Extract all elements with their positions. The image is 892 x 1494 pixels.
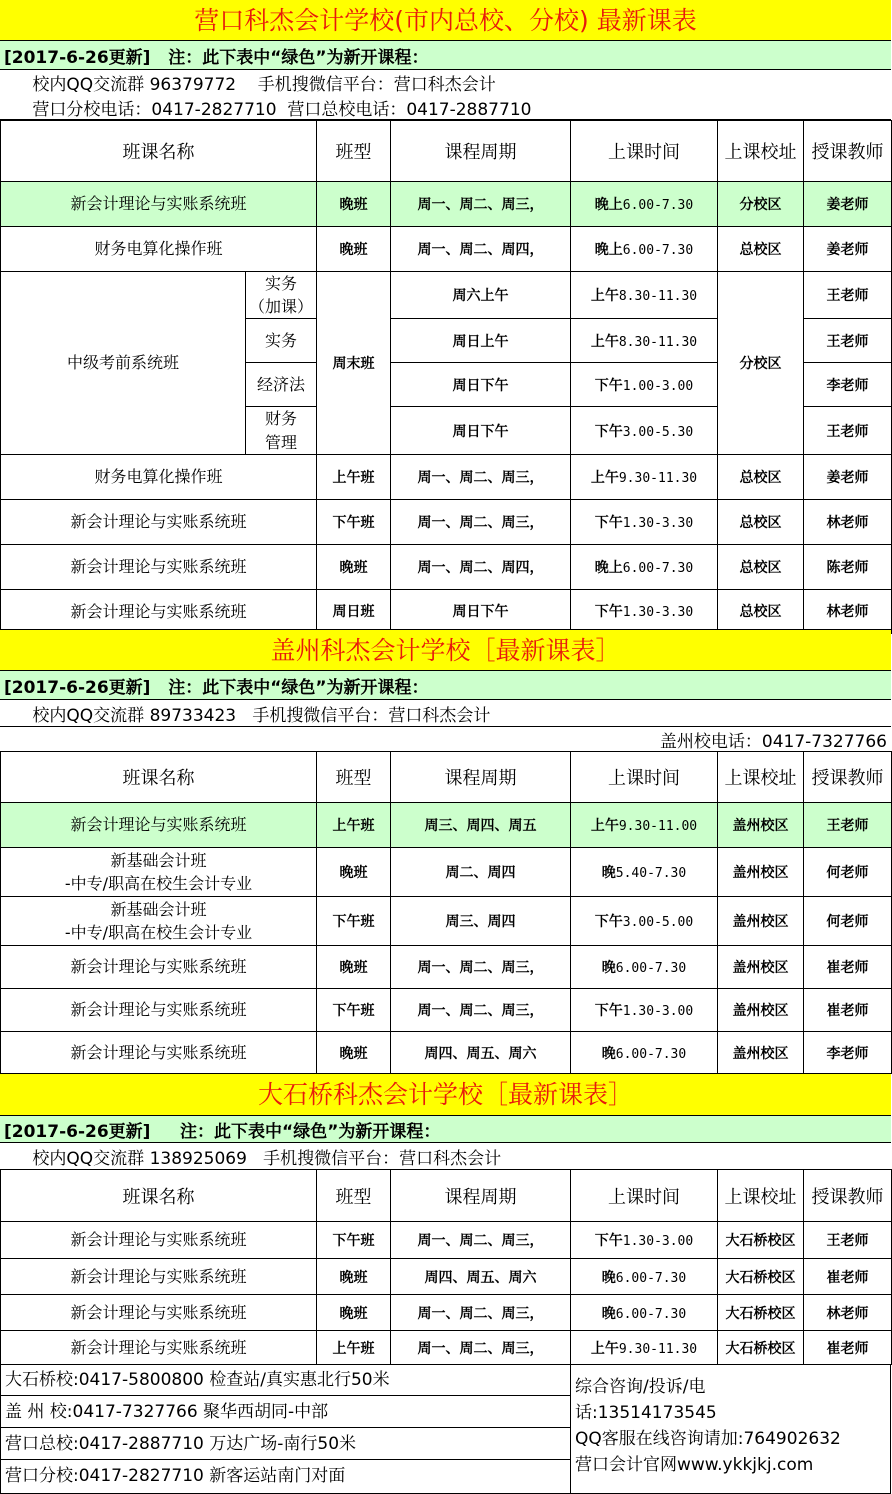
contact-line: QQ客服在线咨询请加:764902632	[575, 1429, 841, 1449]
class-campus: 盖州校区	[718, 803, 804, 848]
class-campus: 总校区	[718, 454, 804, 499]
class-teacher: 崔老师	[804, 1259, 892, 1295]
section-title: 大石桥科杰会计学校［最新课表］	[0, 1073, 891, 1116]
header-name: 班课名称	[1, 752, 317, 803]
table-row	[1, 803, 892, 848]
class-name: 新基础会计班 -中专/职高在校生会计专业	[1, 897, 317, 946]
table-row	[1, 897, 892, 946]
header-name: 班课名称	[1, 121, 317, 182]
header-type: 班型	[317, 752, 391, 803]
info-line: 营口分校电话：0417-2827710 营口总校电话：0417-2887710	[0, 95, 891, 120]
class-campus: 总校区	[718, 499, 804, 544]
table-header-row	[1, 121, 892, 182]
update-note: [2017-6-26更新] 注：此下表中“绿色”为新开课程：	[0, 1116, 891, 1143]
class-type: 周日班	[317, 589, 391, 633]
table-row	[1, 1222, 892, 1259]
class-subject: 财务 管理	[246, 407, 317, 454]
class-cycle: 周一、周二、周三，	[391, 499, 571, 544]
class-teacher: 林老师	[804, 1295, 892, 1331]
class-name: 中级考前系统班	[1, 272, 246, 455]
header-campus: 上课校址	[718, 752, 804, 803]
class-type: 周末班	[317, 272, 391, 455]
schedule-table-yingkou	[0, 120, 892, 634]
address-line: 营口分校:0417-2827710 新客运站南门对面	[5, 1466, 346, 1486]
class-cycle: 周日下午	[391, 407, 571, 454]
class-cycle: 周一、周二、周三，	[391, 1295, 571, 1331]
class-time: 晚5.40-7.30	[571, 848, 718, 897]
class-type: 晚班	[317, 1295, 391, 1331]
class-teacher: 王老师	[804, 272, 892, 319]
class-teacher: 何老师	[804, 897, 892, 946]
class-subject: 实务	[246, 319, 317, 363]
footer-contact	[575, 1374, 887, 1478]
class-cycle: 周日下午	[391, 363, 571, 407]
class-name: 新会计理论与实账系统班	[1, 544, 317, 589]
class-campus: 大石桥校区	[718, 1331, 804, 1365]
contact-line: 营口会计官网www.ykkjkj.com	[575, 1455, 814, 1475]
class-name: 新会计理论与实账系统班	[1, 182, 317, 227]
class-type: 上午班	[317, 1331, 391, 1365]
header-cycle: 课程周期	[391, 752, 571, 803]
class-teacher: 林老师	[804, 589, 892, 633]
contact-line: 综合咨询/投诉/电	[575, 1377, 706, 1397]
header-cycle: 课程周期	[391, 1170, 571, 1222]
table-row	[1, 1295, 892, 1331]
class-cycle: 周一、周二、周三，	[391, 989, 571, 1032]
class-time: 晚上6.00-7.30	[571, 182, 718, 227]
class-time: 上午8.30-11.30	[571, 272, 718, 319]
class-cycle: 周一、周二、周四，	[391, 544, 571, 589]
info-line: 校内QQ交流群 138925069 手机搜微信平台：营口科杰会计	[0, 1148, 502, 1169]
class-name: 新会计理论与实账系统班	[1, 989, 317, 1032]
class-type: 晚班	[317, 544, 391, 589]
class-time: 晚6.00-7.30	[571, 1295, 718, 1331]
class-time: 下午3.00-5.30	[571, 407, 718, 454]
class-type: 下午班	[317, 1222, 391, 1259]
class-teacher: 崔老师	[804, 946, 892, 989]
class-time: 下午1.30-3.00	[571, 1222, 718, 1259]
class-type: 晚班	[317, 1032, 391, 1074]
class-cycle: 周一、周二、周三，	[391, 1331, 571, 1365]
header-teacher: 授课教师	[804, 121, 892, 182]
class-name: 新会计理论与实账系统班	[1, 1222, 317, 1259]
address-line: 大石桥校:0417-5800800 检查站/真实惠北行50米	[1, 1364, 570, 1396]
class-type: 晚班	[317, 848, 391, 897]
class-campus: 大石桥校区	[718, 1259, 804, 1295]
table-row	[1, 989, 892, 1032]
class-teacher: 李老师	[804, 1032, 892, 1074]
class-teacher: 王老师	[804, 407, 892, 454]
class-time: 晚6.00-7.30	[571, 1259, 718, 1295]
update-note: [2017-6-26更新] 注：此下表中“绿色”为新开课程：	[0, 41, 891, 70]
class-name: 新会计理论与实账系统班	[1, 803, 317, 848]
table-row	[1, 182, 892, 227]
class-teacher: 陈老师	[804, 544, 892, 589]
class-cycle: 周一、周二、周三，	[391, 946, 571, 989]
footer	[0, 1364, 891, 1494]
class-name: 新会计理论与实账系统班	[1, 589, 317, 633]
class-subject: 经济法	[246, 363, 317, 407]
address-line: 营口总校:0417-2887710 万达广场-南行50米	[1, 1428, 570, 1460]
table-row	[1, 544, 892, 589]
class-campus: 大石桥校区	[718, 1222, 804, 1259]
class-cycle: 周六上午	[391, 272, 571, 319]
section-title: 盖州科杰会计学校［最新课表］	[0, 629, 891, 671]
table-row	[1, 499, 892, 544]
contact-line: 话:13514173545	[575, 1403, 717, 1423]
class-cycle: 周一、周二、周四，	[391, 227, 571, 272]
class-teacher: 姜老师	[804, 454, 892, 499]
class-campus: 总校区	[718, 589, 804, 633]
table-row	[1, 272, 892, 319]
class-time: 上午8.30-11.30	[571, 319, 718, 363]
info-line: 校内QQ交流群 96379772 手机搜微信平台：营口科杰会计	[0, 75, 496, 95]
table-header-row	[1, 752, 892, 803]
header-time: 上课时间	[571, 752, 718, 803]
footer-addresses	[1, 1364, 571, 1493]
class-type: 下午班	[317, 989, 391, 1032]
header-teacher: 授课教师	[804, 752, 892, 803]
table-row	[1, 1032, 892, 1074]
class-time: 上午9.30-11.30	[571, 1331, 718, 1365]
header-time: 上课时间	[571, 1170, 718, 1222]
schedule-table-gaizhou	[0, 751, 892, 1074]
class-time: 晚上6.00-7.30	[571, 227, 718, 272]
class-time: 晚上6.00-7.30	[571, 544, 718, 589]
class-name: 新会计理论与实账系统班	[1, 499, 317, 544]
table-row	[1, 1331, 892, 1365]
class-campus: 盖州校区	[718, 848, 804, 897]
class-type: 上午班	[317, 454, 391, 499]
header-campus: 上课校址	[718, 121, 804, 182]
header-cycle: 课程周期	[391, 121, 571, 182]
class-cycle: 周日上午	[391, 319, 571, 363]
class-cycle: 周二、周四	[391, 848, 571, 897]
table-row	[1, 454, 892, 499]
section-title: 营口科杰会计学校(市内总校、分校) 最新课表	[0, 0, 891, 41]
class-teacher: 姜老师	[804, 182, 892, 227]
class-name: 新会计理论与实账系统班	[1, 1259, 317, 1295]
class-name: 财务电算化操作班	[1, 454, 317, 499]
table-row	[1, 227, 892, 272]
class-teacher: 崔老师	[804, 1331, 892, 1365]
update-note: [2017-6-26更新] 注：此下表中“绿色”为新开课程：	[0, 671, 891, 700]
table-row	[1, 589, 892, 633]
header-name: 班课名称	[1, 1170, 317, 1222]
class-cycle: 周四、周五、周六	[391, 1032, 571, 1074]
table-row	[1, 946, 892, 989]
class-cycle: 周日下午	[391, 589, 571, 633]
class-name: 新会计理论与实账系统班	[1, 1295, 317, 1331]
class-teacher: 何老师	[804, 848, 892, 897]
class-time: 晚6.00-7.30	[571, 1032, 718, 1074]
header-type: 班型	[317, 1170, 391, 1222]
header-type: 班型	[317, 121, 391, 182]
class-name: 新基础会计班 -中专/职高在校生会计专业	[1, 848, 317, 897]
class-type: 晚班	[317, 182, 391, 227]
class-time: 下午1.30-3.00	[571, 989, 718, 1032]
class-teacher: 王老师	[804, 319, 892, 363]
class-name: 新会计理论与实账系统班	[1, 1331, 317, 1365]
class-name: 财务电算化操作班	[1, 227, 317, 272]
class-cycle: 周三、周四	[391, 897, 571, 946]
class-campus: 分校区	[718, 272, 804, 455]
class-cycle: 周四、周五、周六	[391, 1259, 571, 1295]
info-line: 盖州校电话：0417-7327766	[0, 726, 891, 751]
class-type: 晚班	[317, 227, 391, 272]
class-teacher: 王老师	[804, 803, 892, 848]
table-header-row	[1, 1170, 892, 1222]
header-campus: 上课校址	[718, 1170, 804, 1222]
class-type: 上午班	[317, 803, 391, 848]
class-campus: 盖州校区	[718, 897, 804, 946]
info-line: 校内QQ交流群 89733423 手机搜微信平台：营口科杰会计	[0, 705, 491, 726]
class-teacher: 王老师	[804, 1222, 892, 1259]
class-cycle: 周三、周四、周五	[391, 803, 571, 848]
table-row	[1, 1259, 892, 1295]
class-time: 下午1.30-3.30	[571, 589, 718, 633]
schedule-table-dashiqiao	[0, 1169, 892, 1365]
class-time: 下午1.00-3.00	[571, 363, 718, 407]
class-campus: 大石桥校区	[718, 1295, 804, 1331]
class-time: 上午9.30-11.30	[571, 454, 718, 499]
header-teacher: 授课教师	[804, 1170, 892, 1222]
address-line: 盖 州 校:0417-7327766 聚华西胡同-中部	[1, 1396, 570, 1428]
class-type: 下午班	[317, 897, 391, 946]
class-campus: 盖州校区	[718, 946, 804, 989]
class-cycle: 周一、周二、周三，	[391, 182, 571, 227]
class-time: 晚6.00-7.30	[571, 946, 718, 989]
header-time: 上课时间	[571, 121, 718, 182]
class-cycle: 周一、周二、周三，	[391, 1222, 571, 1259]
class-type: 晚班	[317, 1259, 391, 1295]
class-campus: 盖州校区	[718, 1032, 804, 1074]
class-time: 下午1.30-3.30	[571, 499, 718, 544]
class-campus: 总校区	[718, 544, 804, 589]
class-campus: 分校区	[718, 182, 804, 227]
class-teacher: 姜老师	[804, 227, 892, 272]
class-type: 下午班	[317, 499, 391, 544]
class-campus: 总校区	[718, 227, 804, 272]
class-campus: 盖州校区	[718, 989, 804, 1032]
class-time: 下午3.00-5.00	[571, 897, 718, 946]
class-teacher: 李老师	[804, 363, 892, 407]
class-name: 新会计理论与实账系统班	[1, 1032, 317, 1074]
class-teacher: 崔老师	[804, 989, 892, 1032]
class-cycle: 周一、周二、周三，	[391, 454, 571, 499]
class-teacher: 林老师	[804, 499, 892, 544]
class-subject: 实务 （加课）	[246, 272, 317, 319]
class-type: 晚班	[317, 946, 391, 989]
class-time: 上午9.30-11.00	[571, 803, 718, 848]
class-name: 新会计理论与实账系统班	[1, 946, 317, 989]
table-row	[1, 848, 892, 897]
